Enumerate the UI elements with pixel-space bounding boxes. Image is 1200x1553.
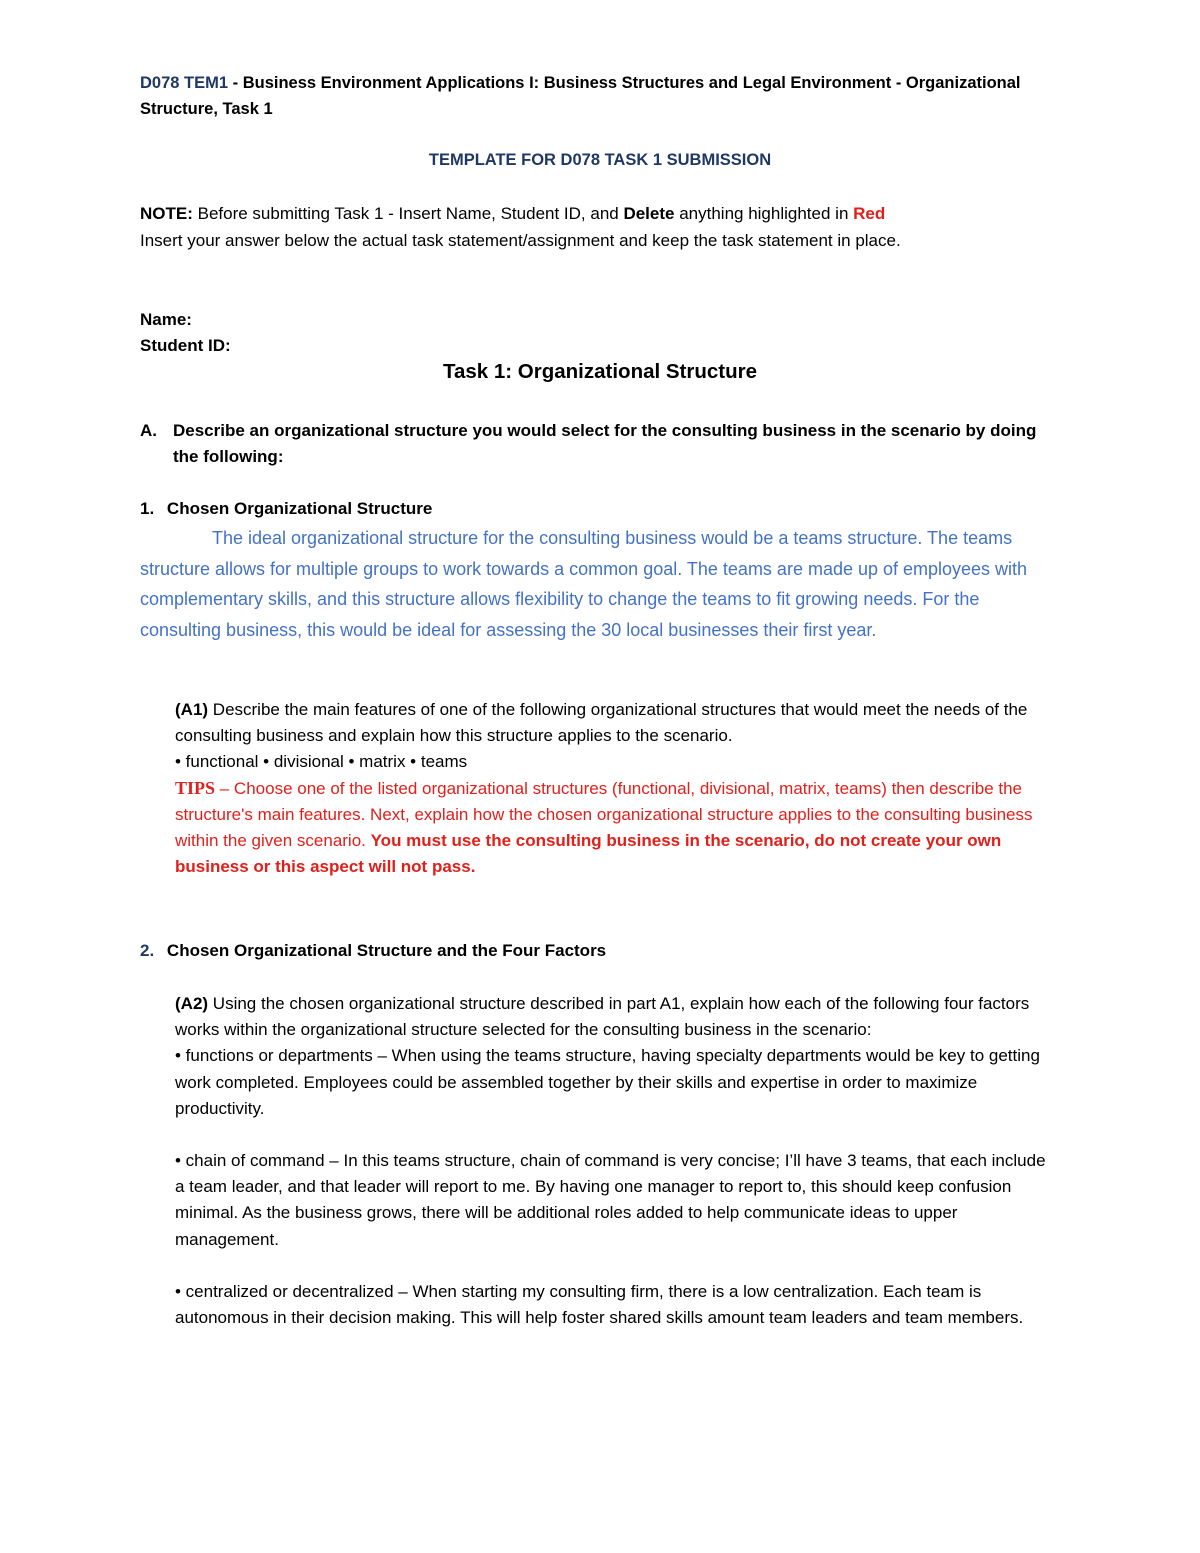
a2-block bbox=[175, 991, 1055, 1331]
section-a bbox=[140, 418, 1065, 470]
section-a-text: Describe an organizational structure you would select for the consulting business in the scenario by doing the following: bbox=[173, 421, 1037, 466]
name-label: Name: bbox=[140, 310, 192, 329]
template-title: TEMPLATE FOR D078 TASK 1 SUBMISSION bbox=[428, 151, 772, 169]
a1-tips: TIPS – Choose one of the listed organizational structures (functional, divisional, matrix, teams) then describe the structure's main features. Next, explain how the chosen organizational structure applies to the consulting business within the given scenario. You must use the consulting business in the scenario, do not create your own business or this aspect will not pass. bbox=[175, 778, 1033, 876]
section-2-heading bbox=[140, 938, 1040, 964]
section-2-number: 2. bbox=[140, 941, 155, 960]
course-code: D078 TEM1 bbox=[140, 74, 229, 92]
course-title: - Business Environment Applications I: Business Structures and Legal Environment - Organizational Structure, Task 1 bbox=[140, 74, 1021, 118]
note-block bbox=[140, 200, 1070, 254]
note-line-1: NOTE: Before submitting Task 1 - Insert Name, Student ID, and Delete anything highlighted in Red bbox=[140, 204, 886, 223]
note-line-2: Insert your answer below the actual task statement/assignment and keep the task statement in place. bbox=[140, 231, 901, 250]
student-id-label: Student ID: bbox=[140, 336, 231, 355]
a1-label: (A1) bbox=[175, 700, 209, 719]
section-2-title: Chosen Organizational Structure and the Four Factors bbox=[166, 941, 607, 960]
tips-warning: You must use the consulting business in the scenario, do not create your own business or this aspect will not pass. bbox=[175, 831, 1002, 876]
red-word: Red bbox=[853, 204, 886, 223]
a1-prompt: (A1) Describe the main features of one of the following organizational structures that would meet the needs of the consulting business and explain how this structure applies to the scenario. bbox=[175, 700, 1028, 745]
note-label: NOTE: bbox=[140, 204, 193, 223]
factor-functions: • functions or departments – When using the teams structure, having specialty departments would be key to getting work completed. Employees could be assembled together by their skills and expertise in order to maximize productivity. bbox=[175, 1046, 1040, 1118]
a1-options: • functional • divisional • matrix • teams bbox=[175, 752, 468, 771]
delete-word: Delete bbox=[623, 204, 675, 223]
document-header bbox=[140, 70, 1060, 122]
section-1-heading bbox=[140, 496, 1040, 522]
task-title: Task 1: Organizational Structure bbox=[442, 360, 758, 383]
section-1-answer: The ideal organizational structure for the consulting business would be a teams structure. The teams structure allows for multiple groups to work towards a common goal. The teams are made up of employees with complementary skills, and this structure allows flexibility to change the teams to fit growing needs. For the consulting business, this would be ideal for assessing the 30 local businesses their first year. bbox=[140, 528, 1028, 640]
a2-prompt: (A2) Using the chosen organizational structure described in part A1, explain how each of the following four factors works within the organizational structure selected for the consulting business in the scenario: bbox=[175, 994, 1030, 1040]
student-fields bbox=[140, 307, 540, 359]
section-a-letter: A. bbox=[140, 421, 157, 440]
a1-block bbox=[175, 697, 1065, 880]
tips-label: TIPS bbox=[175, 778, 216, 798]
factor-chain-of-command: • chain of command – In this teams structure, chain of command is very concise; I’ll have 3 teams, that each include a team leader, and that leader will report to me. By having one manager to report to, this should keep confusion minimal. As the business grows, there will be additional roles added to help communicate ideas to upper management. bbox=[175, 1151, 1046, 1249]
section-1-number: 1. bbox=[140, 499, 155, 518]
section-1-title: Chosen Organizational Structure bbox=[166, 499, 433, 518]
a2-label: (A2) bbox=[175, 994, 209, 1013]
factor-centralization: • centralized or decentralized – When starting my consulting firm, there is a low centralization. Each team is autonomous in their decision making. This will help foster shared skills amount team leaders and team members. bbox=[175, 1281, 1024, 1328]
